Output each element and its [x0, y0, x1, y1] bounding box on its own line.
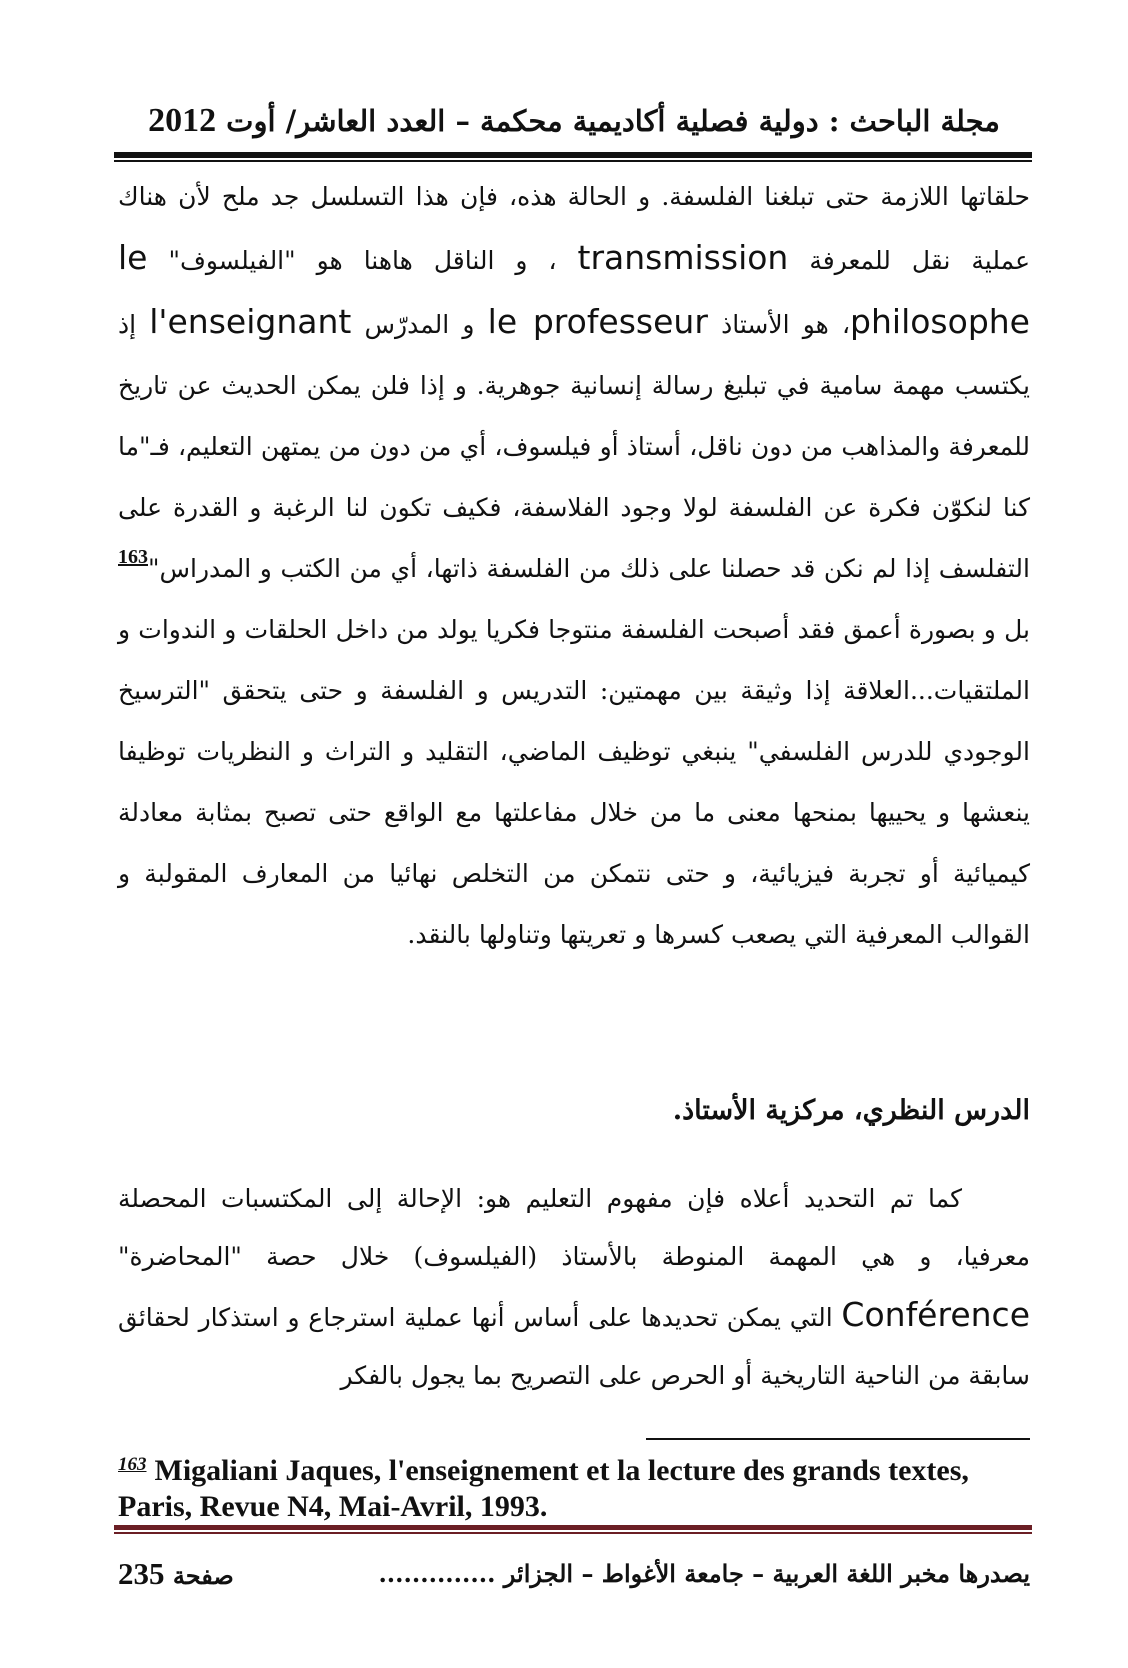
latin-term: transmission	[577, 238, 789, 277]
latin-term: l'enseignant	[149, 302, 352, 341]
text-segment: إذ يكتسب مهمة سامية في تبليغ رسالة إنسانية جوهرية. و إذا فلن يمكن الحديث عن تاريخ للمعرفة والمذاهب من دون ناقل، أستاذ أو فيلسوف، أي من دون من يمتهن التعليم، فـ"ما كنا لنكوّن فكرة عن الفلسفة لولا وجود الفلاسفة، فكيف تكون لنا الرغبة و القدرة على التفلسف إذا لم نكن قد حصلنا على ذلك من الفلسفة ذاتها، أي من الكتب و المدراس"	[118, 310, 1030, 583]
latin-term: Conférence	[841, 1295, 1030, 1334]
footnote-text: Migaliani Jaques, l'enseignement et la lecture des grands textes, Paris, Revue N4, Mai-Avril, 1993.	[118, 1454, 969, 1523]
body-paragraph-2	[118, 1170, 1030, 1405]
journal-year: 2012	[148, 102, 217, 139]
footnote-number: 163	[118, 1454, 147, 1475]
text-segment: ، هو الأستاذ	[721, 310, 851, 339]
header-rule-thin	[114, 160, 1032, 162]
footnote	[118, 1447, 1030, 1525]
footnote-reference[interactable]: 163	[118, 546, 148, 568]
section-heading: الدرس النظري، مركزية الأستاذ.	[672, 1095, 1030, 1126]
page-number: 235	[118, 1556, 165, 1591]
footnote-separator	[646, 1438, 1030, 1440]
footer-rule-thin	[114, 1532, 1032, 1534]
text-segment: التي يمكن تحديدها على أساس أنها عملية استرجاع و استذكار لحقائق سابقة من الناحية التاريخية أو الحرص على التصريح بما يجول بالفكر	[118, 1303, 1030, 1390]
text-segment: حلقاتها اللازمة حتى تبلغنا الفلسفة. و الحالة هذه، فإن هذا التسلسل جد ملح لأن هناك عملية نقل للمعرفة	[118, 182, 1030, 275]
page-footer	[118, 1552, 1030, 1596]
paragraph-1	[118, 166, 1030, 965]
text-segment: و المدرّس	[364, 310, 475, 339]
text-segment: ، و الناقل هاهنا هو "الفيلسوف"	[168, 246, 557, 275]
journal-title: مجلة الباحث : دولية فصلية أكاديمية محكمة – العدد العاشر/ أوت	[226, 104, 1000, 138]
latin-term: le professeur	[487, 302, 708, 341]
footer-rule-thick	[114, 1525, 1032, 1530]
footer-publisher: يصدرها مخبر اللغة العربية – جامعة الأغواط – الجزائر ..............	[378, 1559, 1030, 1588]
journal-header	[118, 96, 1030, 146]
text-segment: بل و بصورة أعمق فقد أصبحت الفلسفة منتوجا فكريا يولد من داخل الحلقات و الندوات و الملتقيات...العلاقة إذا وثيقة بين مهمتين: التدريس و الفلسفة و حتى يتحقق "الترسيخ الوجودي للدرس الفلسفي" ينبغي توظيف الماضي، التقليد و التراث و النظريات توظيفا ينعشها و يحييها بمنحها معنى ما من خلال مفاعلتها مع الواقع حتى تصبح بمثابة معادلة كيميائية أو تجربة فيزيائية، و حتى نتمكن من التخلص نهائيا من المعارف المقولبة و القوالب المعرفية التي يصعب كسرها و تعريتها وتناولها بالنقد.	[118, 615, 1031, 949]
header-rule-thick	[114, 152, 1032, 158]
latin-term: le philosophe	[118, 238, 1030, 341]
body-paragraph-1	[118, 166, 1030, 965]
paragraph-2	[118, 1170, 1030, 1405]
page-label-word: صفحة	[172, 1561, 234, 1590]
page-number-label	[118, 1552, 234, 1598]
text-segment: كما تم التحديد أعلاه فإن مفهوم التعليم هو: الإحالة إلى المكتسبات المحصلة معرفيا، و هي المهمة المنوطة بالأستاذ (الفيلسوف) خلال حصة "المحاضرة"	[118, 1184, 1030, 1271]
